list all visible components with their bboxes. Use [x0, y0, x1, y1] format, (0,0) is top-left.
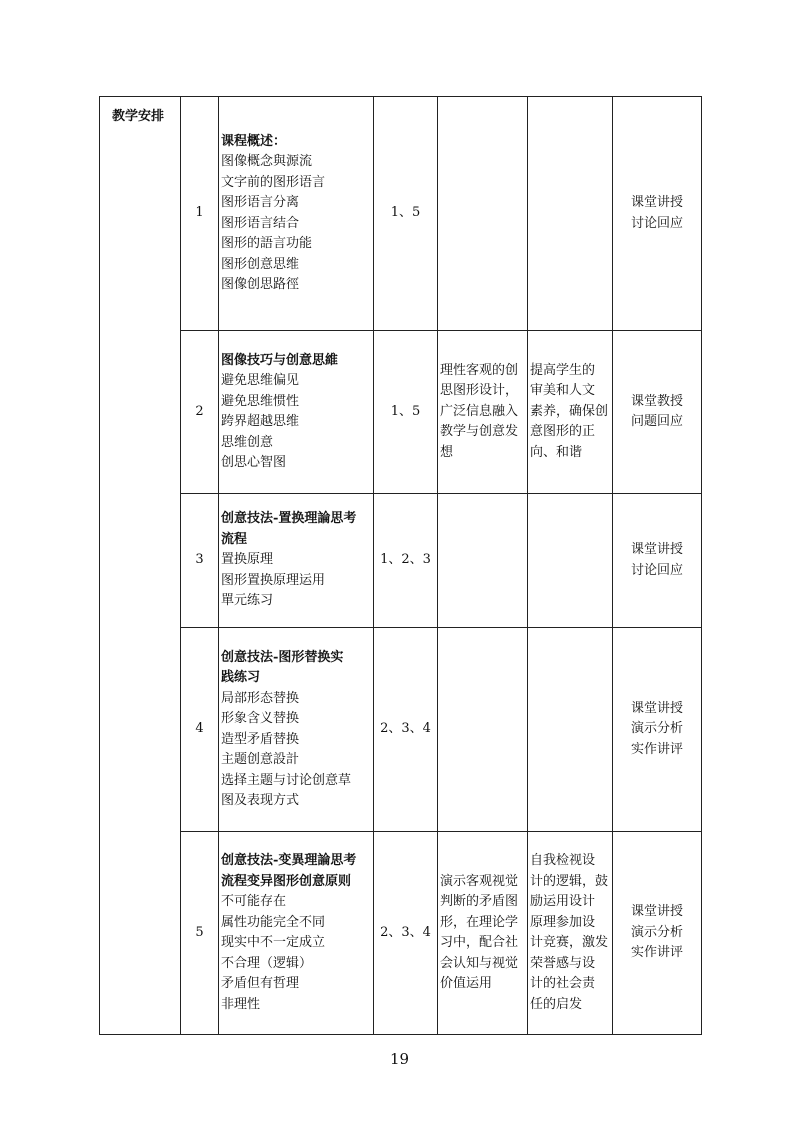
method-cell: 课堂讲授 演示分析 实作讲评	[613, 832, 702, 1035]
topic-item: 现实中不一定成立	[221, 935, 326, 950]
goal-cell	[528, 628, 613, 832]
topic-item: 形象含义替换	[221, 711, 300, 726]
topic-item: 主题创意設計	[221, 752, 300, 767]
row-number: 3	[181, 494, 219, 628]
chapters-cell: 2、3、4	[374, 628, 438, 832]
chapters-cell: 1、5	[374, 97, 438, 331]
topic-item: 不可能存在	[221, 894, 287, 909]
topic-item: 思维创意	[221, 434, 274, 450]
topic-item: 图像概念與源流	[221, 154, 313, 169]
content-cell	[219, 628, 374, 832]
method-cell: 课堂讲授 演示分析 实作讲评	[613, 628, 702, 832]
content-cell	[219, 331, 374, 494]
topic-item: 选择主题与讨论创意草 图及表现方式	[221, 772, 352, 808]
topic-item: 不合理（逻辑）	[221, 955, 313, 971]
table-row	[100, 331, 702, 494]
topic-title: 图像技巧与创意思維	[221, 352, 339, 368]
topic-item: 避免思维偏见	[221, 373, 300, 388]
topic-item: 跨界超越思维	[221, 414, 300, 429]
topic-item: 局部形态替换	[221, 690, 300, 706]
content-cell	[219, 494, 374, 628]
method-cell: 课堂教授 问题回应	[613, 331, 702, 494]
row-number: 1	[181, 97, 219, 331]
ideology-cell	[438, 97, 528, 331]
table-row	[100, 97, 702, 331]
topic-item: 文字前的图形语言	[221, 174, 326, 190]
topic-item: 图形创意思维	[221, 256, 300, 272]
topic-title: 创意技法-图形替换实 践练习	[221, 649, 344, 685]
ideology-cell	[438, 494, 528, 628]
ideology-cell	[438, 628, 528, 832]
row-number: 4	[181, 628, 219, 832]
goal-cell: 提高学生的 审美和人文 素养，确保创 意图形的正 向、和谐	[528, 331, 613, 494]
topic-item: 创思心智图	[221, 455, 287, 470]
topic-item: 避免思维惯性	[221, 393, 300, 409]
chapters-cell: 1、5	[374, 331, 438, 494]
topic-title: 课程概述：	[221, 133, 287, 149]
page-number: 19	[389, 1050, 410, 1068]
table-row	[100, 628, 702, 832]
goal-cell	[528, 494, 613, 628]
goal-cell: 自我检视设 计的逻辑，鼓 励运用设计 原理参加设 计竞赛，激发 荣誉感与设 计的社会责 任的启发	[528, 832, 613, 1035]
content-cell	[219, 832, 374, 1035]
table-row	[100, 832, 702, 1035]
topic-item: 置换原理	[221, 552, 274, 568]
chapters-cell: 1、2、3	[374, 494, 438, 628]
topic-item: 图形语言结合	[221, 215, 300, 231]
topic-item: 属性功能完全不同	[221, 914, 326, 930]
topic-item: 非理性	[221, 996, 261, 1012]
content-cell	[219, 97, 374, 331]
method-cell: 课堂讲授 讨论回应	[613, 494, 702, 628]
chapters-cell: 2、3、4	[374, 832, 438, 1035]
topic-item: 單元练习	[221, 593, 274, 609]
topic-title: 创意技法-置换理論思考 流程	[221, 511, 357, 547]
row-number: 2	[181, 331, 219, 494]
topic-item: 图形置换原理运用	[221, 572, 326, 588]
teaching-schedule-table	[99, 96, 702, 1035]
topic-title: 创意技法-变異理論思考 流程变异图形创意原则	[221, 853, 357, 889]
topic-item: 矛盾但有哲理	[221, 976, 300, 991]
row-number: 5	[181, 832, 219, 1035]
topic-item: 图形的語言功能	[221, 236, 313, 251]
ideology-cell: 理性客观的创 思图形设计， 广泛信息融入 教学与创意发 想	[438, 331, 528, 494]
section-label: 教学安排	[100, 97, 181, 1035]
topic-item: 图像创思路徑	[221, 277, 300, 292]
topic-item: 图形语言分离	[221, 195, 300, 210]
topic-item: 造型矛盾替换	[221, 731, 300, 747]
ideology-cell: 演示客观视觉 判断的矛盾图 形，在理论学 习中，配合社 会认知与视觉 价值运用	[438, 832, 528, 1035]
goal-cell	[528, 97, 613, 331]
method-cell: 课堂讲授 讨论回应	[613, 97, 702, 331]
table-row	[100, 494, 702, 628]
